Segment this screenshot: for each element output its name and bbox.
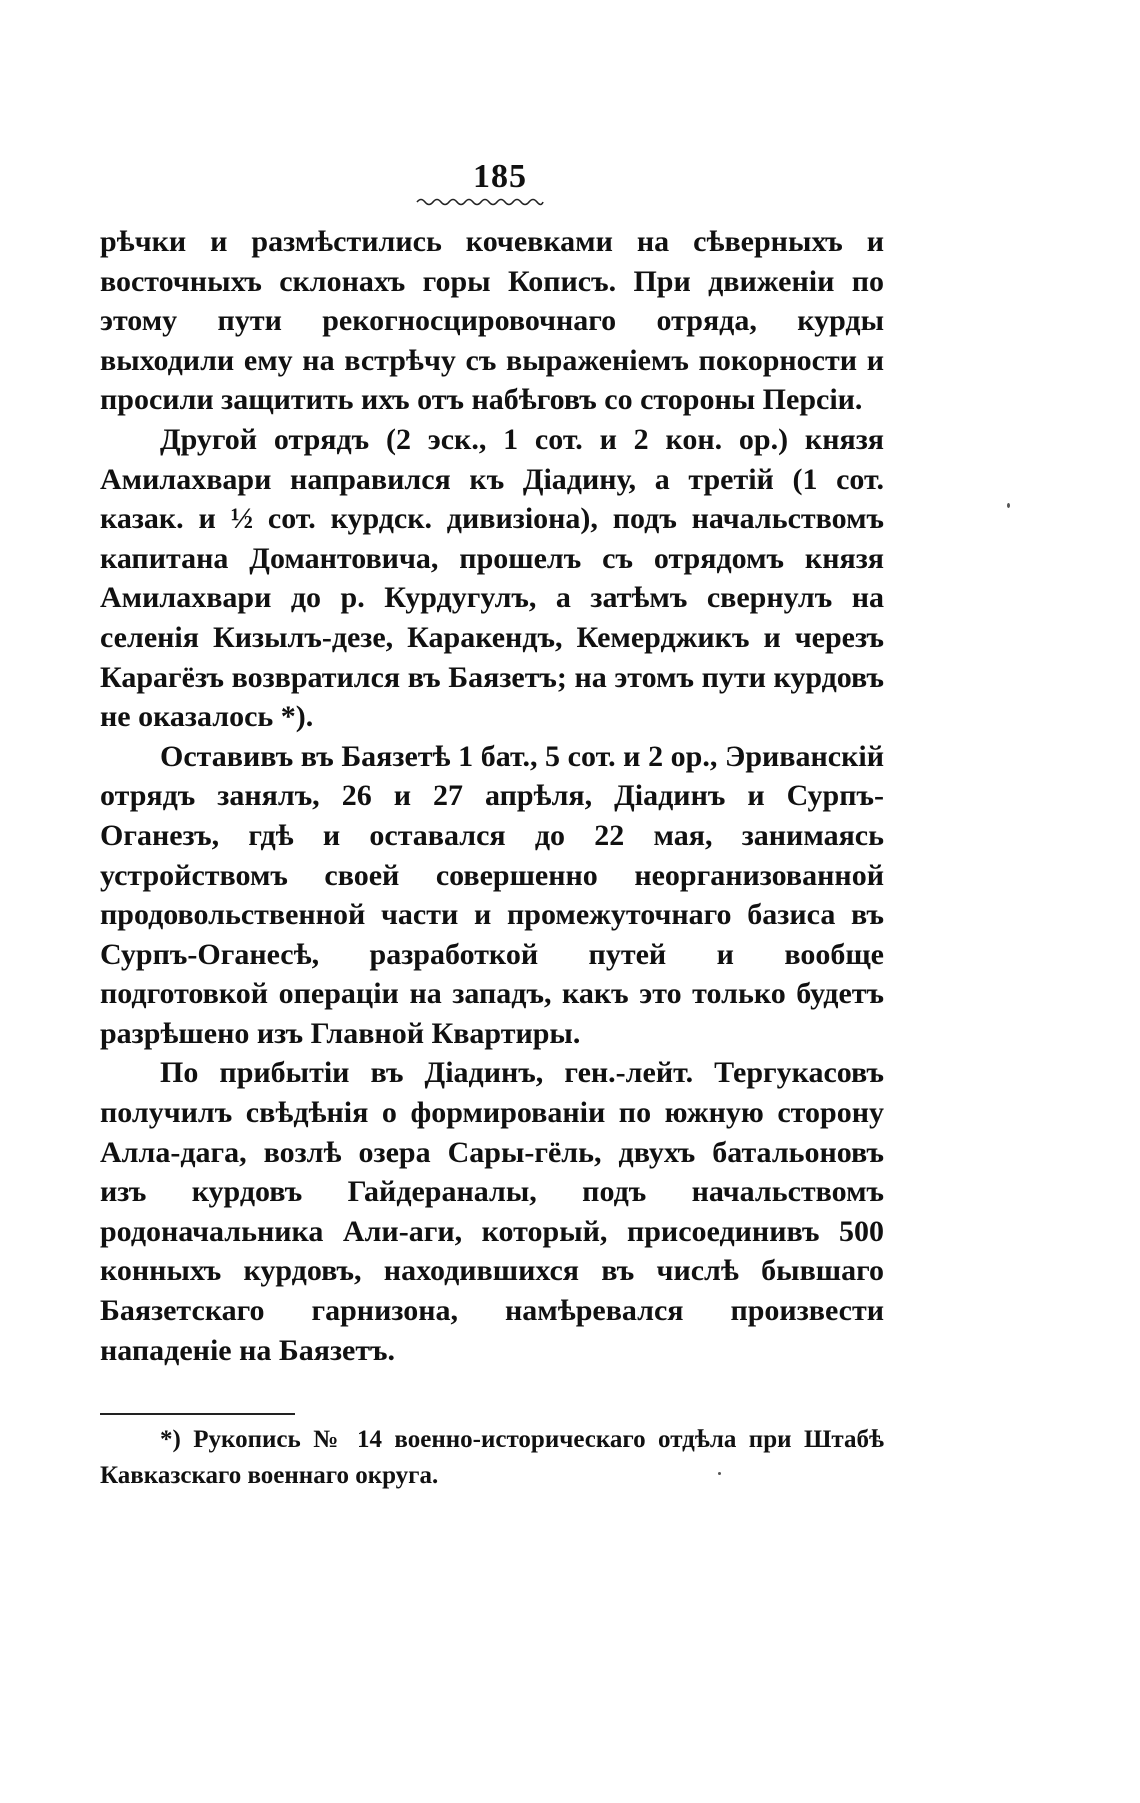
scan-speck [718,1472,721,1475]
page-number-ornament [415,196,545,208]
paragraph-1: рѣчки и размѣстились кочевками на сѣверныхъ и восточныхъ склонахъ горы Кописъ. При движеніи по этому пути рекогносцировочнаго отряда, курды выходили ему на встрѣчу съ выраженіемъ покорности и просили защитить ихъ отъ набѣговъ со стороны Персіи. [100,225,884,417]
paragraph-2: Другой отрядъ (2 эск., 1 сот. и 2 кон. ор.) князя Амилахвари направился къ Діадину, а третій (1 сот. казак. и ½ сот. курдск. дивизіона), подъ начальствомъ капитана Домантовича, прошелъ съ отрядомъ князя Амилахвари до р. Курдугулъ, а затѣмъ свернулъ на селенія Кизылъ-дезе, Каракендъ, Кемерджикъ и черезъ Карагёзъ возвратился въ Баязетъ; на этомъ пути курдовъ не оказалось *). [100,422,884,734]
footnote-divider [100,1413,295,1415]
paragraph-4: По прибытіи въ Діадинъ, ген.-лейт. Тергукасовъ получилъ свѣдѣнія о формированіи по южную сторону Алла-дага, возлѣ озера Сары-гёль, двухъ батальоновъ изъ курдовъ Гайдераналы, подъ начальствомъ родоначальника Али-аги, который, присоединивъ 500 конныхъ курдовъ, находившихся въ числѣ бывшаго Баязетскаго гарнизона, намѣревался произвести нападеніе на Баязетъ. [100,1056,884,1367]
footnote: *) Рукопись № 14 военно-историческаго отдѣла при Штабѣ Кавказскаго военнаго округа. [100,1426,884,1489]
page-number: 185 [473,158,527,195]
body-text [100,222,884,1370]
scan-speck [1007,503,1010,508]
paragraph-3: Оставивъ въ Баязетѣ 1 бат., 5 сот. и 2 ор., Эриванскій отрядъ занялъ, 26 и 27 апрѣля, Діадинъ и Сурпъ-Оганезъ, гдѣ и оставался до 22 мая, занимаясь устройствомъ своей совершенно неорганизованной продовольственной части и промежуточнаго базиса въ Сурпъ-Оганесѣ, разработкой путей и вообще подготовкой операціи на западъ, какъ это только будетъ разрѣшено изъ Главной Квартиры. [100,739,884,1050]
